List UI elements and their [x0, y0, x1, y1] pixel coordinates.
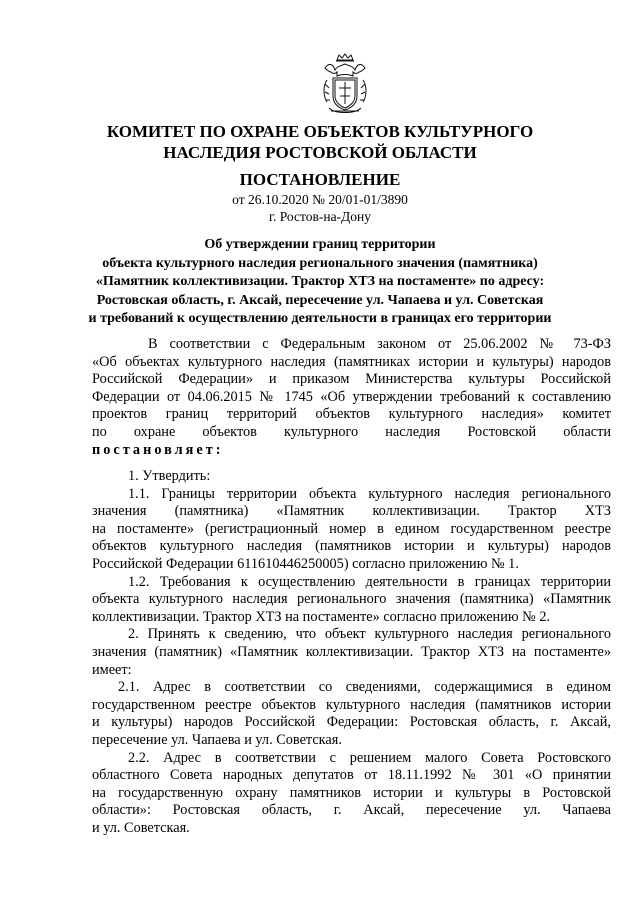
document-type: ПОСТАНОВЛЕНИЕ: [239, 170, 401, 189]
text-line: 1.1. Границы территории объекта культурного наследия регионального: [128, 485, 611, 502]
text-line: на постаменте» (регистрационный номер в едином государственном реестре: [92, 520, 611, 537]
text-line: и ул. Советская.: [92, 819, 190, 836]
text-line: и культуры) народов Российской Федерации: Ростовская область, г. Аксай,: [92, 714, 611, 731]
text-line: коллективизации. Трактор ХТЗ на постаменте» согласно приложению № 2.: [92, 608, 551, 625]
text-line: государственном реестре объектов культурного наследия (памятников истории: [92, 696, 611, 713]
text-line: Федерации от 04.06.2015 № 1745 «Об утверждении требований к составлению: [92, 388, 611, 405]
text-line: 2.1. Адрес в соответствии со сведениями, содержащимися в едином: [118, 679, 611, 696]
title-line: и требований к осуществлению деятельности в границах его территории: [88, 311, 552, 326]
resolution-verb: постановляет:: [92, 441, 224, 458]
text-line: области»: Ростовская область, г. Аксай, пересечение ул. Чапаева: [92, 802, 611, 819]
title-line: Об утверждении границ территории: [204, 237, 436, 252]
org-name-line-2: НАСЛЕДИЯ РОСТОВСКОЙ ОБЛАСТИ: [163, 143, 477, 162]
text-line: Российской Федерации 611610446250005) согласно приложению № 1.: [92, 555, 519, 572]
text-line: В соответствии с Федеральным законом от 25.06.2002 № 73-ФЗ: [148, 336, 611, 352]
text-line: проектов границ территорий объектов культурного наследия» комитет: [92, 406, 611, 423]
coat-of-arms-emblem: [319, 52, 371, 118]
preamble-paragraph: [92, 336, 611, 459]
text-line: «Об объектах культурного наследия (памятниках истории и культуры) народов: [92, 353, 611, 370]
title-line: «Памятник коллективизации. Трактор ХТЗ на постаменте» по адресу:: [95, 274, 545, 289]
text-line: объекта культурного наследия регионального значения (памятника) «Памятник: [92, 591, 611, 608]
text-line: значения (памятника) «Памятник коллективизации. Трактор ХТЗ: [92, 503, 611, 520]
text-line: на государственную охрану памятников истории и культуры в Ростовской: [92, 784, 611, 801]
text-line: значения (памятник) «Памятник коллективизации. Трактор ХТЗ на постаменте»: [92, 643, 611, 660]
text-line: 1.2. Требования к осуществлению деятельности в границах территории: [128, 573, 611, 590]
text-line: 2. Принять к сведению, что объект культурного наследия регионального: [128, 626, 611, 643]
text-line: имеет:: [92, 661, 132, 678]
text-line: по охране объектов культурного наследия Ростовской области: [92, 423, 611, 440]
text-line: 1. Утвердить:: [128, 468, 211, 484]
text-line: Российской Федерации» и приказом Министерства культуры Российской: [92, 371, 611, 388]
document-city: г. Ростов-на-Дону: [268, 209, 371, 224]
text-line: областного Совета народных депутатов от 18.11.1992 № 301 «О принятии: [92, 767, 611, 784]
text-line: 2.2. Адрес в соответствии с решением малого Совета Ростовского: [128, 749, 611, 766]
resolution-items: [92, 468, 611, 837]
title-line: Ростовская область, г. Аксай, пересечение ул. Чапаева и ул. Советская: [96, 292, 544, 308]
org-name-line-1: КОМИТЕТ ПО ОХРАНЕ ОБЪЕКТОВ КУЛЬТУРНОГО: [106, 122, 534, 141]
title-line: объекта культурного наследия регионального значения (памятника): [102, 255, 538, 271]
text-line: объектов культурного наследия (памятников истории и культуры) народов: [92, 538, 611, 555]
document-date-number: от 26.10.2020 № 20/01-01/3890: [232, 192, 408, 207]
text-line: пересечение ул. Чапаева и ул. Советская.: [92, 731, 342, 748]
